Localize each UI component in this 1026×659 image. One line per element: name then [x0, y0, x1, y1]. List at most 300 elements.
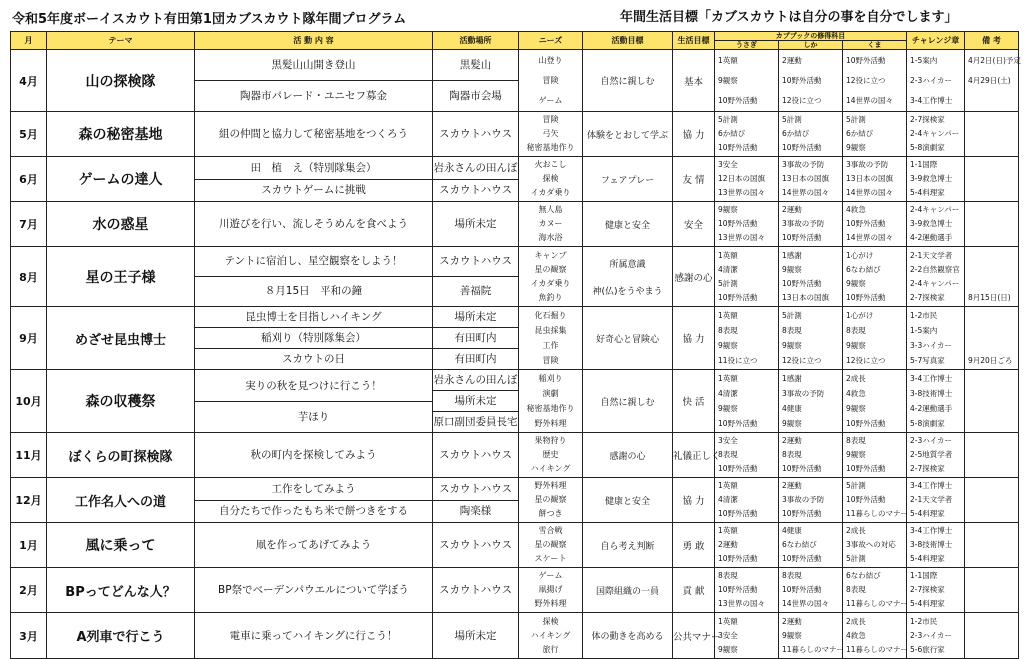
row-kuma-item: 10野外活動: [846, 495, 886, 504]
row-notes: [965, 433, 1019, 478]
row-needs-item: 凧揚げ: [538, 585, 563, 594]
row-needs-item: 歴史: [542, 450, 559, 459]
row-challenge-item: 2-7探検家: [910, 585, 945, 594]
row-kuma-item: 5計測: [846, 115, 866, 124]
row-aim: [583, 112, 673, 157]
program-row: [11, 613, 1019, 659]
row-usagi: [715, 613, 779, 659]
row-activity-item: 工作をしてみよう: [195, 479, 432, 501]
row-needs-item: 秘密基地作り: [526, 404, 575, 413]
row-kuma: [843, 433, 907, 478]
row-kuma-item: 2成長: [846, 526, 866, 535]
row-usagi: [715, 568, 779, 613]
row-theme: 水の惑星: [47, 202, 195, 247]
row-notes-item: [968, 217, 1018, 231]
row-needs-item: スケート: [534, 554, 567, 563]
row-kuma-item: 5計測: [846, 554, 866, 563]
row-usagi-item: 6か結び: [718, 129, 746, 138]
row-notes-item: [968, 434, 1018, 448]
row-activity-item: スカウトゲームに挑戦: [261, 183, 366, 196]
row-place-item: 原口副団委員長宅: [433, 416, 518, 428]
row-theme: 山の探検隊: [47, 50, 195, 112]
row-shika-item: 12役に立つ: [782, 356, 822, 365]
row-month: 6月: [11, 157, 47, 202]
row-usagi-item: 3安全: [718, 160, 738, 169]
program-row: [11, 478, 1019, 523]
row-usagi-item: 10野外活動: [718, 143, 758, 152]
row-notes: [965, 613, 1019, 659]
row-shika-item: 10野外活動: [782, 233, 822, 242]
row-shika-item: 2運動: [782, 616, 802, 626]
row-theme: 森の収穫祭: [47, 370, 195, 433]
program-row: [11, 433, 1019, 478]
program-row: [11, 247, 1019, 307]
row-usagi-item: 1英額: [718, 616, 738, 626]
row-needs-item: イカダ乗り: [530, 278, 571, 288]
row-kuma-item: 10野外活動: [846, 419, 886, 428]
row-place: [433, 370, 519, 433]
row-kuma-item: 9観察: [846, 450, 866, 459]
row-notes: [965, 478, 1019, 523]
row-needs-item: 雪合戦: [538, 526, 563, 535]
row-challenge-item: 1-2市民: [910, 616, 938, 626]
row-notes-item: [968, 524, 1018, 538]
row-needs-item: 星の観察: [534, 264, 567, 274]
row-shika-item: 14世界の国々: [782, 188, 830, 197]
row-notes: [965, 568, 1019, 613]
row-notes-item: [968, 479, 1018, 493]
row-notes-item: [968, 186, 1018, 200]
row-activity: [195, 370, 433, 433]
row-life-goal: 快 活: [673, 370, 715, 433]
row-challenge-item: 2-4キャンパー: [910, 278, 960, 288]
row-shika: [779, 370, 843, 433]
row-kuma: [843, 112, 907, 157]
row-notes-item: 4月29日(土): [968, 75, 1011, 85]
row-shika-item: 5計測: [782, 115, 802, 124]
row-usagi-item: 11役に立つ: [718, 356, 758, 365]
row-aim: [583, 433, 673, 478]
row-kuma-item: 1心がけ: [846, 311, 874, 320]
col-shika: しか: [779, 41, 843, 50]
row-kuma-item: 12役に立つ: [846, 75, 886, 85]
row-place-item: スカウトハウス: [439, 538, 512, 551]
row-activity-item: 稲刈り（特別隊集会）: [195, 328, 432, 349]
row-usagi-item: 1英額: [718, 374, 738, 383]
row-needs-item: ゲーム: [538, 95, 563, 105]
row-usagi-item: 4清潔: [718, 495, 738, 504]
col-aim: 活動目標: [583, 32, 673, 50]
row-life-goal: 礼儀正しく: [673, 433, 715, 478]
row-notes-item: 4月2日(日)予定: [968, 55, 1021, 65]
row-shika: [779, 247, 843, 307]
row-shika: [779, 613, 843, 659]
row-shika-item: 1感謝: [782, 250, 802, 260]
row-place-item: 場所未定: [454, 217, 497, 230]
row-place: [433, 478, 519, 523]
row-place: [433, 613, 519, 659]
row-shika-item: 6なわ結び: [782, 540, 817, 549]
row-needs-item: ゲーム: [538, 571, 563, 580]
row-notes-item: [968, 141, 1018, 155]
row-theme: ぼくらの町探検隊: [47, 433, 195, 478]
row-activity: [195, 523, 433, 568]
row-usagi-item: 13世界の国々: [718, 599, 766, 608]
row-place-item: 有田町内: [433, 328, 518, 349]
row-shika: [779, 478, 843, 523]
row-aim-text: 自ら考え判断: [600, 541, 655, 552]
row-month: 8月: [11, 247, 47, 307]
row-notes-item: [968, 277, 1018, 291]
row-challenge: [907, 370, 965, 433]
row-notes-item: [968, 91, 1018, 111]
row-life-goal: 勇 敢: [673, 523, 715, 568]
row-activity: [195, 247, 433, 307]
row-place: [433, 568, 519, 613]
row-aim-text: 健康と安全: [604, 220, 650, 231]
row-challenge-item: 2-7探検家: [910, 464, 945, 473]
row-notes-item: [968, 569, 1018, 583]
row-usagi: [715, 478, 779, 523]
row-kuma-item: 10野外活動: [846, 219, 886, 228]
row-shika-item: 2運動: [782, 55, 802, 65]
row-challenge-item: 2-1天文学者: [910, 495, 953, 504]
program-row: [11, 112, 1019, 157]
row-challenge-item: 2-3ハイカー: [910, 436, 953, 445]
row-kuma-item: 4救急: [846, 630, 866, 640]
row-usagi: [715, 247, 779, 307]
row-needs-item: 旅行: [542, 644, 559, 654]
row-notes-item: [968, 203, 1018, 217]
row-kuma-item: 9観察: [846, 341, 866, 350]
program-row: [11, 370, 1019, 433]
row-notes-item: [968, 552, 1018, 566]
row-life-goal: 基本: [673, 50, 715, 112]
row-place-item: 善福院: [459, 285, 492, 297]
row-needs: [519, 433, 583, 478]
row-kuma-item: 14世界の国々: [846, 233, 894, 242]
row-notes-item: [968, 643, 1018, 657]
row-challenge-item: 3-4工作博士: [910, 374, 953, 383]
row-shika: [779, 433, 843, 478]
row-theme: 風に乗って: [47, 523, 195, 568]
row-usagi-item: 8表現: [718, 450, 738, 459]
row-shika-item: 10野外活動: [782, 75, 822, 85]
row-shika: [779, 50, 843, 112]
row-usagi: [715, 370, 779, 433]
row-notes-item: [968, 462, 1018, 476]
row-challenge-item: 2-7探検家: [910, 292, 945, 302]
row-theme: めざせ昆虫博士: [47, 307, 195, 370]
row-challenge-item: 5-8演劇家: [910, 143, 945, 152]
row-kuma-item: 10野外活動: [846, 55, 886, 65]
row-aim: [583, 247, 673, 307]
row-kuma-item: 13日本の国旗: [846, 174, 894, 183]
row-challenge-item: 2-1天文学者: [910, 250, 953, 260]
row-needs-item: 工作: [542, 341, 559, 350]
row-notes-item: [968, 507, 1018, 521]
row-usagi: [715, 50, 779, 112]
row-challenge-item: 3-3ハイカー: [910, 341, 953, 350]
row-needs-item: 山登り: [538, 55, 563, 65]
row-usagi: [715, 523, 779, 568]
row-usagi-item: 10野外活動: [718, 219, 758, 228]
row-month: 2月: [11, 568, 47, 613]
row-kuma-item: 11暮らしのマナー: [846, 644, 909, 654]
row-needs-item: キャンプ: [534, 250, 567, 260]
row-place: [433, 202, 519, 247]
row-usagi-item: 4清潔: [718, 389, 738, 398]
row-challenge: [907, 478, 965, 523]
row-kuma: [843, 568, 907, 613]
row-kuma-item: 8表現: [846, 436, 866, 445]
page-title: 令和5年度ボーイスカウト有田第1団カブスカウト隊年間プログラム: [12, 12, 407, 27]
row-needs: [519, 50, 583, 112]
row-notes-item: [968, 308, 1018, 323]
col-challenge: チャレンジ章: [907, 32, 965, 50]
row-needs-item: 星の観察: [534, 540, 567, 549]
col-needs: ニーズ: [519, 32, 583, 50]
row-usagi-item: 2運動: [718, 540, 738, 549]
row-aim-text-2: 神(仏)をうやまう: [592, 286, 663, 297]
row-activity-item: テントに宿泊し、星空観察をしよう！: [195, 247, 432, 277]
row-challenge: [907, 568, 965, 613]
row-month: 9月: [11, 307, 47, 370]
row-place-item: 陶楽様: [459, 504, 492, 517]
row-challenge: [907, 433, 965, 478]
row-aim-text: フェアプレー: [600, 175, 655, 186]
row-month: 7月: [11, 202, 47, 247]
row-needs-item: 海水浴: [538, 233, 563, 242]
row-needs: [519, 613, 583, 659]
row-kuma: [843, 613, 907, 659]
row-challenge-item: 1-2市民: [910, 311, 938, 320]
col-theme: テーマ: [47, 32, 195, 50]
row-activity-item: 芋ほり: [297, 410, 330, 423]
row-usagi-item: 10野外活動: [718, 509, 758, 518]
row-challenge-item: 2-5地質学者: [910, 450, 953, 459]
program-table: [10, 31, 1019, 659]
row-life-goal: 協 力: [673, 307, 715, 370]
row-challenge-item: 5-8演劇家: [910, 419, 945, 428]
row-challenge-item: 3-9救急博士: [910, 174, 953, 183]
row-challenge-item: 1-1国際: [910, 571, 938, 580]
row-activity-item: ８月15日 平和の鐘: [264, 285, 363, 297]
row-challenge-item: 5-7写真家: [910, 356, 945, 365]
program-row: [11, 157, 1019, 202]
row-needs-item: カヌー: [538, 219, 563, 228]
row-place-item: スカウトハウス: [439, 448, 512, 461]
row-challenge: [907, 613, 965, 659]
row-shika-item: 9観察: [782, 630, 802, 640]
row-place: [433, 157, 519, 202]
row-needs-item: 稲刈り: [538, 374, 563, 383]
row-challenge-item: 2-3ハイカー: [910, 630, 953, 640]
row-kuma-item: 14世界の国々: [846, 188, 894, 197]
row-notes-item: [968, 448, 1018, 462]
row-life-goal: 協 力: [673, 478, 715, 523]
row-notes-item: [968, 323, 1018, 338]
row-theme: A列車で行こう: [47, 613, 195, 659]
row-notes-item: [968, 493, 1018, 507]
row-activity: [195, 307, 433, 370]
row-needs-item: イカダ乗り: [530, 188, 571, 197]
row-kuma-item: 9観察: [846, 278, 866, 288]
row-usagi-item: 8表現: [718, 326, 738, 335]
row-needs-item: 探検: [542, 174, 559, 183]
row-month: 5月: [11, 112, 47, 157]
row-activity-item: 陶器市パレード・ユニセフ募金: [240, 90, 387, 102]
row-place-item: 黒髪山: [433, 50, 518, 81]
row-kuma-item: 11暮らしのマナー: [846, 509, 909, 518]
row-aim: [583, 202, 673, 247]
row-usagi-item: 9観察: [718, 404, 738, 413]
row-activity-item: 秋の町内を探検してみよう: [250, 448, 377, 461]
row-needs-item: 冒険: [542, 356, 559, 365]
row-notes-item: [968, 113, 1018, 127]
row-notes-item: [968, 127, 1018, 141]
row-needs: [519, 157, 583, 202]
row-notes-item: [968, 371, 1018, 386]
row-needs: [519, 202, 583, 247]
row-aim: [583, 568, 673, 613]
program-row: [11, 568, 1019, 613]
row-usagi-item: 3安全: [718, 436, 738, 445]
row-kuma-item: 14世界の国々: [846, 95, 894, 105]
row-aim-text: 感謝の心: [609, 451, 646, 462]
row-life-goal: 安全: [673, 202, 715, 247]
row-needs-item: 冒険: [542, 75, 559, 85]
row-shika-item: 8表現: [782, 326, 802, 335]
row-shika-item: 4健康: [782, 404, 802, 413]
row-aim-text: 好奇心と冒険心: [595, 334, 659, 345]
row-usagi-item: 13世界の国々: [718, 233, 766, 242]
row-notes-item: [968, 538, 1018, 552]
row-shika: [779, 568, 843, 613]
row-aim-text: 国際組織の一員: [595, 586, 659, 597]
row-theme: ゲームの達人: [47, 157, 195, 202]
row-notes-item: 8月15日(日): [968, 292, 1011, 302]
row-kuma-item: 12役に立つ: [846, 356, 886, 365]
row-challenge-item: 2-7探検家: [910, 115, 945, 124]
row-challenge-item: 3-4工作博士: [910, 95, 953, 105]
row-notes-item: [968, 263, 1018, 277]
row-challenge-item: 1-5案内: [910, 55, 938, 65]
col-life: 生活目標: [673, 32, 715, 50]
annual-goal: 年間生活目標「カブスカウトは自分の事を自分でします」: [620, 10, 958, 25]
row-shika-item: 13日本の国旗: [782, 292, 830, 302]
row-place-item: スカウトハウス: [439, 183, 512, 196]
row-activity-item: 組の仲間と協力して秘密基地をつくろう: [219, 127, 408, 140]
row-shika-item: 11暮らしのマナー: [782, 644, 845, 654]
row-activity: [195, 112, 433, 157]
row-activity-item: スカウトの日: [282, 353, 345, 365]
row-kuma: [843, 50, 907, 112]
row-notes-item: [968, 231, 1018, 245]
row-kuma-item: 4救急: [846, 205, 866, 214]
row-shika-item: 9観察: [782, 419, 802, 428]
row-kuma-item: 2成長: [846, 616, 866, 626]
row-needs: [519, 568, 583, 613]
col-kuma: くま: [843, 41, 907, 50]
row-needs-item: ハイキング: [530, 464, 571, 473]
row-activity: [195, 202, 433, 247]
row-activity-item: 電車に乗ってハイキングに行こう！: [229, 629, 398, 642]
row-shika-item: 4健康: [782, 526, 802, 535]
row-kuma-item: 1心がけ: [846, 250, 874, 260]
row-kuma: [843, 523, 907, 568]
row-notes-item: [968, 416, 1018, 431]
row-challenge-item: 5-4料理家: [910, 509, 945, 518]
row-place: [433, 247, 519, 307]
row-needs-item: 昆虫採集: [534, 326, 567, 335]
row-kuma-item: 8表現: [846, 585, 866, 594]
row-month: 12月: [11, 478, 47, 523]
row-activity-item: 昆虫博士を目指しハイキング: [195, 307, 432, 328]
row-usagi-item: 8表現: [718, 571, 738, 580]
row-notes-item: [968, 172, 1018, 186]
row-usagi-item: 12日本の国旗: [718, 174, 766, 183]
row-kuma-item: 9観察: [846, 143, 866, 152]
row-notes: [965, 523, 1019, 568]
row-usagi-item: 1英額: [718, 311, 738, 320]
row-notes: [965, 50, 1019, 112]
row-challenge: [907, 50, 965, 112]
row-aim: [583, 478, 673, 523]
row-needs-item: 野外料理: [534, 481, 567, 490]
row-usagi-item: 1英額: [718, 526, 738, 535]
row-usagi: [715, 112, 779, 157]
row-shika-item: 8表現: [782, 571, 802, 580]
row-activity-item: BP祭でベーデンパウエルについて学ぼう: [218, 583, 409, 596]
row-shika-item: 6か結び: [782, 129, 810, 138]
row-shika-item: 8表現: [782, 450, 802, 459]
row-shika-item: 3事故の予防: [782, 495, 825, 504]
row-life-goal: 貢 献: [673, 568, 715, 613]
row-activity-item: 田 植 え（特別隊集会）: [195, 158, 432, 180]
row-usagi: [715, 433, 779, 478]
row-place-item: 場所未定: [433, 391, 518, 412]
row-shika-item: 5計測: [782, 311, 802, 320]
row-place: [433, 523, 519, 568]
row-notes-item: [968, 338, 1018, 353]
row-month: 4月: [11, 50, 47, 112]
row-notes: [965, 370, 1019, 433]
row-needs-item: 弓矢: [542, 129, 559, 138]
row-place-item: スカウトハウス: [439, 583, 512, 596]
row-notes-item: [968, 629, 1018, 643]
row-notes-item: [968, 158, 1018, 172]
row-kuma: [843, 202, 907, 247]
row-challenge-item: 5-4料理家: [910, 188, 945, 197]
row-aim-text: 自然に親しむ: [600, 397, 655, 408]
program-row: [11, 50, 1019, 112]
row-shika-item: 2運動: [782, 436, 802, 445]
row-challenge-item: 2-4キャンパー: [910, 129, 960, 138]
row-kuma-item: 5計測: [846, 481, 866, 490]
row-usagi-item: 1英額: [718, 481, 738, 490]
col-month: 月: [11, 32, 47, 50]
row-notes-item: 9月20日ごろ: [968, 356, 1013, 365]
row-usagi-item: 13世界の国々: [718, 188, 766, 197]
row-needs-item: 星の観察: [534, 495, 567, 504]
row-shika-item: 10野外活動: [782, 554, 822, 563]
row-needs-item: 化石掘り: [534, 311, 567, 320]
row-kuma-item: 6か結び: [846, 129, 874, 138]
row-aim: [583, 370, 673, 433]
row-needs-item: 演劇: [542, 389, 559, 398]
row-aim: [583, 613, 673, 659]
